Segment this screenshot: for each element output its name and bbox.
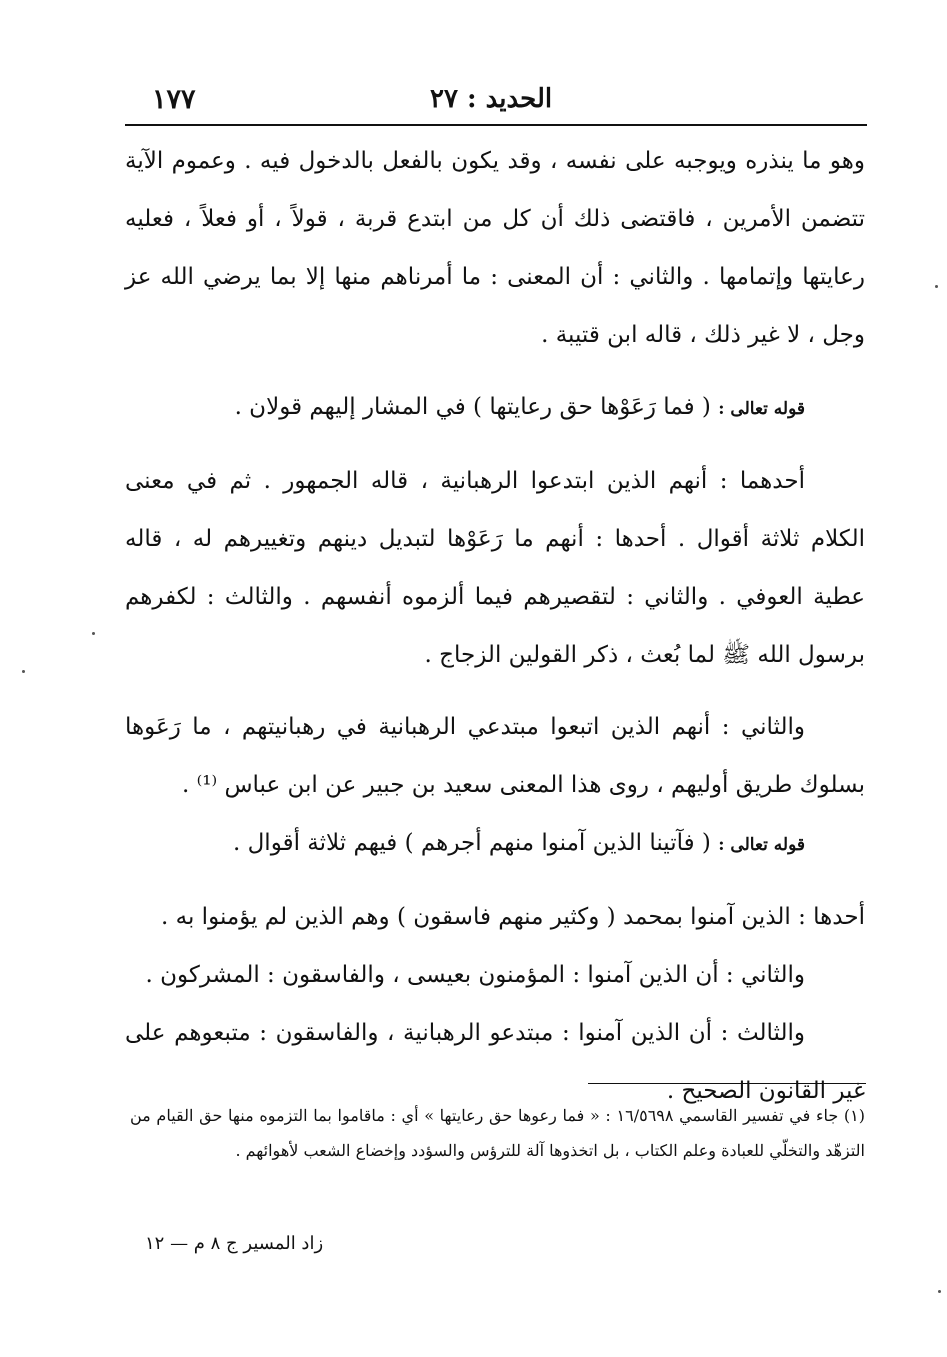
footnote-line: والسؤدد وإخضاع الشعب لأهوائهم . <box>235 1141 465 1160</box>
text-line: لا غير ذلك ، قاله ابن قتيبة . <box>541 322 801 348</box>
paragraph <box>125 888 865 946</box>
running-title: الحديد : ٢٧ <box>430 84 553 114</box>
verse-heading <box>125 378 865 438</box>
header-rule <box>125 124 867 126</box>
text-line: أحدهما : أنهم الذين ابتدعوا الرهبانية ، قاله الجمهور . ثم في معنى الكلام <box>125 468 865 552</box>
verse-heading <box>125 814 865 874</box>
margin-speck <box>22 670 25 673</box>
text-line: لما بُعث ، ذكر القولين الزجاج . <box>424 642 715 668</box>
footnotes <box>130 1098 865 1168</box>
page-header <box>130 80 865 120</box>
qawl-label: قوله تعالى : <box>718 399 805 419</box>
qawl-label: قوله تعالى : <box>718 835 805 855</box>
text-line: غير القانون الصحيح . <box>666 1078 865 1104</box>
text-line: رعايتها وإتمامها . والثاني : أن المعنى : ما أمرناهم منها إلا بما يرضي الله عز وجل ، <box>125 264 865 348</box>
text-line: والثاني : أنهم الذين اتبعوا مبتدعي الرهبانية في رهبانيتهم ، ما رَعَوها <box>125 714 805 740</box>
footnote-rule <box>588 1083 866 1084</box>
text-line: ( فما رَعَوْها حق رعايتها ) في المشار إليهم قولان . <box>234 394 711 420</box>
text-line: بسلوك طريق أوليهم ، روى هذا المعنى سعيد بن جبير عن ابن عباس ⁽¹⁾ . <box>181 772 865 798</box>
margin-speck <box>935 285 938 288</box>
page-number: ١٧٧ <box>152 84 196 115</box>
main-text <box>125 132 865 1120</box>
footnote-line: بما التزموه منها حق القيام من التزهّد والتخلّي للعبادة وعلم الكتاب ، بل اتخذوها آلة للترؤس <box>130 1106 865 1160</box>
signature-mark: زاد المسير ج ٨ م — ١٢ <box>145 1233 324 1254</box>
margin-speck <box>92 632 95 635</box>
text-line: العوفي . والثاني : لتقصيرهم فيما ألزموه أنفسهم . والثالث : لكفرهم برسول الله ﷺ <box>125 584 865 668</box>
text-line: وهو ما ينذره ويوجبه على نفسه ، وقد يكون بالفعل بالدخول فيه . وعموم الآية <box>125 148 865 174</box>
paragraph <box>125 452 865 684</box>
footnote-line: (١) جاء في تفسير القاسمي ١٦/٥٦٩٨ : « فما رعوها حق رعايتها » أي : ماقاموا <box>337 1106 866 1125</box>
text-line: ( فآتينا الذين آمنوا منهم أجرهم ) فيهم ثلاثة أقوال . <box>232 830 711 856</box>
text-line: تتضمن الأمرين ، فاقتضى ذلك أن كل من ابتدع قربة ، قولاً ، أو فعلاً ، فعليه <box>125 206 865 232</box>
paragraph <box>125 698 865 814</box>
text-line: ثلاثة أقوال . أحدها : أنهم ما رَعَوْها لتبديل دينهم وتغييرهم له ، قاله عطية <box>125 526 865 610</box>
text-line: والثالث : أن الذين آمنوا : مبتدعو الرهبانية ، والفاسقون : متبعوهم على <box>125 1020 805 1046</box>
paragraph <box>125 132 865 364</box>
paragraph <box>125 946 865 1004</box>
text-line: والثاني : أن الذين آمنوا : المؤمنون بعيسى ، والفاسقون : المشركون . <box>145 962 805 988</box>
margin-speck <box>938 1290 941 1293</box>
footnote <box>130 1098 865 1168</box>
text-line: أحدها : الذين آمنوا بمحمد ( وكثير منهم فاسقون ) وهم الذين لم يؤمنوا به . <box>161 904 865 930</box>
